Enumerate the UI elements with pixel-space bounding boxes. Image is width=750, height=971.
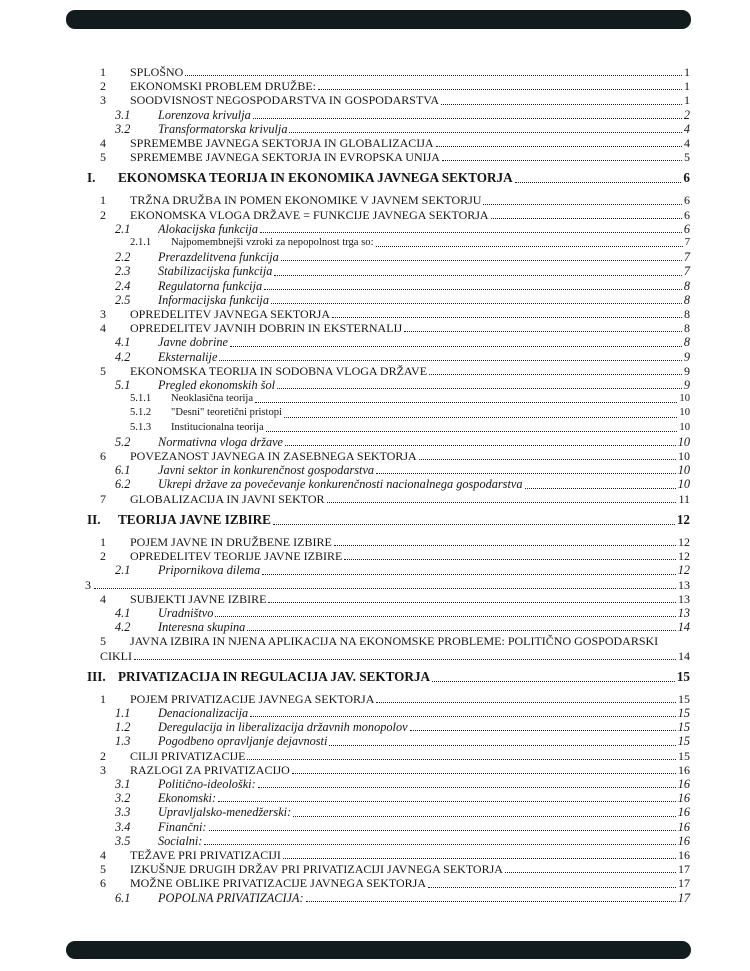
dot-leader xyxy=(285,444,676,446)
toc-entry-page: 15 xyxy=(678,691,690,706)
toc-entry-title: EKONOMSKA TEORIJA IN EKONOMIKA JAVNEGA SEKTORJA xyxy=(118,170,513,186)
toc-entry[interactable] xyxy=(0,592,690,606)
toc-entry-page: 15 xyxy=(677,720,690,735)
toc-entry-title: Regulatorna funkcija xyxy=(158,278,263,293)
toc-entry-title: TEŽAVE PRI PRIVATIZACIJI xyxy=(130,847,281,862)
toc-entry-number: 1.1 xyxy=(115,705,131,720)
dot-leader xyxy=(262,573,676,575)
toc-entry-title: Najpomembnejši vzroki za nepopolnost trga so: xyxy=(171,237,374,249)
toc-entry-number: 1.2 xyxy=(115,720,131,735)
dot-leader xyxy=(264,288,682,290)
toc-entry-number: 4.1 xyxy=(115,605,131,620)
toc-entry[interactable] xyxy=(0,93,690,107)
dot-leader xyxy=(515,181,682,183)
toc-entry-title: Socialni: xyxy=(158,833,203,848)
toc-entry-number: 6.1 xyxy=(115,463,131,478)
top-edge-bar xyxy=(66,10,691,29)
toc-entry[interactable] xyxy=(0,364,690,378)
dot-leader xyxy=(436,145,682,147)
toc-entry-page: 8 xyxy=(683,292,690,307)
dot-leader xyxy=(281,259,682,261)
toc-entry-title: SPLOŠNO xyxy=(130,65,184,79)
toc-entry-title: Javni sektor in konkurenčnost gospodarstva xyxy=(158,463,375,478)
toc-entry-title: Upravljalsko-menedžerski: xyxy=(158,805,292,820)
dot-leader xyxy=(284,416,677,418)
toc-entry-page: 14 xyxy=(677,620,690,635)
toc-entry-number: 6.2 xyxy=(115,477,131,492)
toc-entry-title: Lorenzova krivulja xyxy=(158,107,251,122)
toc-entry-number: 5 xyxy=(100,862,106,877)
dot-leader xyxy=(432,680,675,682)
dot-leader xyxy=(334,544,676,546)
toc-entry-number: 5.1.1 xyxy=(130,393,152,405)
toc-entry[interactable] xyxy=(0,79,690,93)
toc-entry-page: 8 xyxy=(684,321,690,336)
toc-entry-number: 6 xyxy=(100,449,106,464)
dot-leader xyxy=(376,245,683,247)
toc-entry-page: 10 xyxy=(679,407,690,419)
toc-entry[interactable] xyxy=(0,193,690,207)
toc-entry-title: OPREDELITEV JAVNIH DOBRIN IN EKSTERNALIJ xyxy=(130,321,403,336)
toc-entry-number: 3.2 xyxy=(115,121,131,136)
dot-leader xyxy=(273,523,675,525)
toc-section-heading[interactable] xyxy=(0,512,690,528)
dot-leader xyxy=(660,645,688,646)
toc-entry-title: Prerazdelitvena funkcija xyxy=(158,250,279,265)
toc-entry-number: II. xyxy=(87,511,101,527)
toc-entry-title: CILJI PRIVATIZACIJE xyxy=(130,748,246,763)
toc-entry-page: 10 xyxy=(677,434,690,449)
toc-entry[interactable] xyxy=(0,335,690,349)
toc-entry-title: Deregulacija in liberalizacija državnih monopolov xyxy=(158,720,408,735)
toc-entry-number: 2.3 xyxy=(115,264,131,279)
toc-entry-page: 17 xyxy=(677,890,690,905)
dot-leader xyxy=(247,758,676,760)
toc-entry-page: 6 xyxy=(684,193,690,208)
dot-leader xyxy=(327,501,677,503)
toc-entry-title: JAVNA IZBIRA IN NJENA APLIKACIJA NA EKONOMSKE PROBLEME: POLITIČNO GOSPODARSKI xyxy=(130,634,659,649)
dot-leader xyxy=(209,829,676,831)
toc-entry-page: 12 xyxy=(677,563,690,578)
toc-entry-number: 3.1 xyxy=(115,107,131,122)
toc-entry-page: 16 xyxy=(677,819,690,834)
toc-list xyxy=(0,65,750,905)
dot-leader xyxy=(277,387,682,389)
toc-entry-page: 7 xyxy=(683,264,690,279)
toc-entry-page: 6 xyxy=(683,221,690,236)
toc-entry-number: 5.1.3 xyxy=(130,421,152,433)
toc-entry-page: 16 xyxy=(677,805,690,820)
toc-entry-title: Javne dobrine xyxy=(158,335,228,350)
toc-entry-page: 1 xyxy=(684,65,690,79)
toc-entry-number: 4 xyxy=(100,136,106,151)
toc-entry[interactable] xyxy=(0,720,690,734)
toc-entry-title: Pogodbeno opravljanje dejavnosti xyxy=(158,734,328,749)
toc-entry-page: 15 xyxy=(677,705,690,720)
toc-entry-number: 3.1 xyxy=(115,776,131,791)
toc-entry-title: POVEZANOST JAVNEGA IN ZASEBNEGA SEKTORJA xyxy=(130,449,417,464)
toc-entry-number: 2 xyxy=(100,79,106,94)
dot-leader xyxy=(260,231,682,233)
toc-entry-title: TEORIJA JAVNE IZBIRE xyxy=(118,511,271,527)
toc-entry-number: 2.5 xyxy=(115,292,131,307)
toc-entry-title: Ukrepi države za povečevanje konkurenčnosti nacionalnega gospodarstva xyxy=(158,477,523,492)
toc-entry-page: 10 xyxy=(677,463,690,478)
toc-entry[interactable] xyxy=(0,634,690,648)
toc-entry-number: III. xyxy=(87,668,106,684)
toc-entry-title: MOŽNE OBLIKE PRIVATIZACIJE JAVNEGA SEKTORJA xyxy=(130,876,427,891)
dot-leader xyxy=(306,900,676,902)
toc-entry[interactable] xyxy=(0,805,690,819)
toc-entry-number: 6 xyxy=(100,876,106,891)
toc-entry-page: 8 xyxy=(683,278,690,293)
toc-entry-number: 5 xyxy=(100,363,106,378)
toc-entry-number: 3 xyxy=(100,307,106,322)
dot-leader xyxy=(185,74,682,76)
dot-leader xyxy=(218,800,676,802)
dot-leader xyxy=(253,117,682,119)
dot-leader xyxy=(419,458,676,460)
toc-entry-number: 4 xyxy=(100,591,106,606)
dot-leader xyxy=(94,587,676,589)
toc-entry-number: 4.1 xyxy=(115,335,131,350)
dot-leader xyxy=(429,373,682,375)
toc-entry-number: 5.2 xyxy=(115,434,131,449)
toc-entry-number: 5.1 xyxy=(115,378,131,393)
toc-entry-page: 6 xyxy=(683,170,690,186)
toc-entry-number: 2.1 xyxy=(115,563,131,578)
toc-entry-continuation[interactable] xyxy=(0,649,690,663)
toc-entry-number: 4 xyxy=(100,321,106,336)
toc-entry[interactable] xyxy=(0,891,690,905)
toc-entry-title: Denacionalizacija xyxy=(158,705,249,720)
toc-entry-page: 17 xyxy=(678,876,690,891)
dot-leader xyxy=(258,786,676,788)
toc-entry[interactable] xyxy=(0,477,690,491)
toc-entry-title: Neoklasična teorija xyxy=(171,393,254,405)
toc-entry-title: PRIVATIZACIJA IN REGULACIJA JAV. SEKTORJA xyxy=(118,668,431,684)
toc-entry-number: 2 xyxy=(100,549,106,564)
dot-leader xyxy=(442,159,682,161)
toc-entry-number: 1 xyxy=(100,193,106,208)
toc-entry-title: Pregled ekonomskih šol xyxy=(158,378,276,393)
toc-entry[interactable] xyxy=(0,463,690,477)
toc-entry-title: SPREMEMBE JAVNEGA SEKTORJA IN GLOBALIZACIJA xyxy=(130,136,434,151)
toc-entry-number: 2.1.1 xyxy=(130,237,152,249)
toc-entry-title: RAZLOGI ZA PRIVATIZACIJO xyxy=(130,762,290,777)
toc-entry-title: SPREMEMBE JAVNEGA SEKTORJA IN EVROPSKA UNIJA xyxy=(130,150,440,165)
toc-entry[interactable] xyxy=(0,578,690,592)
toc-entry-number: I. xyxy=(87,170,96,186)
toc-entry[interactable] xyxy=(0,421,690,435)
toc-entry-title: OPREDELITEV TEORIJE JAVNE IZBIRE xyxy=(130,549,343,564)
dot-leader xyxy=(250,715,676,717)
toc-entry[interactable] xyxy=(0,706,690,720)
toc-entry-number: 3 xyxy=(100,762,106,777)
toc-entry-title: OPREDELITEV JAVNEGA SEKTORJA xyxy=(130,307,331,322)
toc-entry-number: 5 xyxy=(100,634,106,649)
toc-entry-page: 7 xyxy=(684,237,690,249)
dot-leader xyxy=(376,472,676,474)
toc-entry-title: Normativna vloga države xyxy=(158,434,284,449)
toc-entry-number: 5 xyxy=(100,150,106,165)
toc-entry-number: 3 xyxy=(85,577,91,592)
toc-entry-title: POJEM JAVNE IN DRUŽBENE IZBIRE xyxy=(130,534,332,549)
toc-entry-number: 5.1.2 xyxy=(130,407,152,419)
toc-entry-number: 3.2 xyxy=(115,791,131,806)
toc-entry-title: Informacijska funkcija xyxy=(158,292,269,307)
toc-entry[interactable] xyxy=(0,777,690,791)
toc-entry-page: 10 xyxy=(679,393,690,405)
toc-entry-title: Transformatorska krivulja xyxy=(158,121,288,136)
toc-entry-title: Interesna skupina xyxy=(158,620,246,635)
toc-entry[interactable] xyxy=(0,763,690,777)
toc-section-heading[interactable] xyxy=(0,669,690,685)
toc-entry-title: CIKLI xyxy=(100,648,132,663)
toc-entry-number: 4.2 xyxy=(115,349,131,364)
toc-entry[interactable] xyxy=(0,293,690,307)
dot-leader xyxy=(283,857,676,859)
toc-entry[interactable] xyxy=(0,307,690,321)
toc-entry[interactable] xyxy=(0,563,690,577)
toc-entry[interactable] xyxy=(0,834,690,848)
dot-leader xyxy=(292,772,676,774)
toc-entry-title: Institucionalna teorija xyxy=(171,421,264,433)
toc-entry-number: 1.3 xyxy=(115,734,131,749)
toc-entry-title: Stabilizacijska funkcija xyxy=(158,264,273,279)
toc-entry[interactable] xyxy=(0,264,690,278)
toc-entry-page: 8 xyxy=(684,307,690,322)
toc-entry[interactable] xyxy=(0,535,690,549)
toc-entry-page: 16 xyxy=(677,791,690,806)
dot-leader xyxy=(332,316,682,318)
toc-entry[interactable] xyxy=(0,620,690,634)
toc-entry-title: EKONOMSKA TEORIJA IN SODOBNA VLOGA DRŽAVE xyxy=(130,363,428,378)
toc-entry[interactable] xyxy=(0,791,690,805)
dot-leader xyxy=(404,330,682,332)
toc-entry-title: Uradništvo xyxy=(158,605,214,620)
dot-leader xyxy=(344,558,676,560)
toc-entry[interactable] xyxy=(0,492,690,506)
toc-entry-page: 9 xyxy=(683,378,690,393)
toc-entry[interactable] xyxy=(0,122,690,136)
toc-entry[interactable] xyxy=(0,749,690,763)
dot-leader xyxy=(268,601,676,603)
dot-leader xyxy=(525,487,676,489)
toc-entry-title: Finančni: xyxy=(158,819,207,834)
toc-entry[interactable] xyxy=(0,692,690,706)
toc-entry[interactable] xyxy=(0,378,690,392)
toc-entry-number: 3.4 xyxy=(115,819,131,834)
toc-entry[interactable] xyxy=(0,150,690,164)
toc-entry[interactable] xyxy=(0,734,690,748)
toc-entry-page: 15 xyxy=(677,734,690,749)
toc-entry-page: 4 xyxy=(683,121,690,136)
toc-entry[interactable] xyxy=(0,208,690,222)
toc-entry-title: POPOLNA PRIVATIZACIJA: xyxy=(158,890,304,905)
toc-entry-page: 13 xyxy=(678,577,690,592)
toc-entry-title: Alokacijska funkcija xyxy=(158,221,259,236)
toc-entry-page: 1 xyxy=(684,93,690,108)
toc-entry-page: 16 xyxy=(678,762,690,777)
toc-entry-page: 9 xyxy=(683,349,690,364)
toc-entry[interactable] xyxy=(0,862,690,876)
toc-entry[interactable] xyxy=(0,136,690,150)
toc-entry[interactable] xyxy=(0,549,690,563)
toc-entry-title: IZKUŠNJE DRUGIH DRŽAV PRI PRIVATIZACIJI JAVNEGA SEKTORJA xyxy=(130,862,503,877)
toc-entry-title: Pripornikova dilema xyxy=(158,563,261,578)
toc-entry-title: "Desni" teoretični pristopi xyxy=(171,407,283,419)
toc-entry-page: 15 xyxy=(676,668,690,684)
toc-entry-number: 3 xyxy=(100,93,106,108)
toc-entry-page: 17 xyxy=(678,862,690,877)
toc-entry-title: GLOBALIZACIJA IN JAVNI SEKTOR xyxy=(130,491,325,506)
toc-entry-page: 8 xyxy=(683,335,690,350)
toc-entry-page: 12 xyxy=(678,534,690,549)
dot-leader xyxy=(266,430,678,432)
toc-entry-number: 2 xyxy=(100,748,106,763)
toc-entry-number: 4 xyxy=(100,847,106,862)
toc-entry-title: Politično-ideološki: xyxy=(158,776,256,791)
dot-leader xyxy=(219,359,681,361)
toc-entry[interactable] xyxy=(0,606,690,620)
toc-entry-page: 2 xyxy=(683,107,690,122)
toc-entry-number: 1 xyxy=(100,534,106,549)
toc-entry-title: SOODVISNOST NEGOSPODARSTVA IN GOSPODARSTVA xyxy=(130,93,440,108)
dot-leader xyxy=(376,701,676,703)
toc-entry[interactable] xyxy=(0,108,690,122)
toc-entry-title: POJEM PRIVATIZACIJE JAVNEGA SEKTORJA xyxy=(130,691,375,706)
toc-entry-page: 4 xyxy=(684,136,690,151)
toc-entry[interactable] xyxy=(0,876,690,890)
dot-leader xyxy=(428,886,676,888)
toc-entry-number: 1 xyxy=(100,691,106,706)
toc-entry[interactable] xyxy=(0,392,690,406)
dot-leader xyxy=(293,815,676,817)
toc-entry-page: 14 xyxy=(678,648,690,663)
toc-entry-page: 11 xyxy=(678,491,690,506)
dot-leader xyxy=(134,658,676,660)
toc-entry-title: Eksternalije xyxy=(158,349,218,364)
dot-leader xyxy=(318,88,682,90)
dot-leader xyxy=(230,345,682,347)
toc-entry-page: 7 xyxy=(683,250,690,265)
dot-leader xyxy=(329,744,675,746)
toc-section-heading[interactable] xyxy=(0,170,690,186)
toc-entry-title: EKONOMSKI PROBLEM DRUŽBE: xyxy=(130,79,317,94)
toc-entry[interactable] xyxy=(0,350,690,364)
toc-entry-number: 2.1 xyxy=(115,221,131,236)
dot-leader xyxy=(410,729,676,731)
toc-entry-page: 13 xyxy=(677,605,690,620)
dot-leader xyxy=(215,615,675,617)
toc-entry-page: 9 xyxy=(684,363,690,378)
toc-entry[interactable] xyxy=(0,820,690,834)
dot-leader xyxy=(255,401,677,403)
toc-entry[interactable] xyxy=(0,250,690,264)
toc-entry-number: 3.3 xyxy=(115,805,131,820)
toc-entry-page: 10 xyxy=(679,421,690,433)
toc-entry-number: 2.4 xyxy=(115,278,131,293)
toc-entry[interactable] xyxy=(0,236,690,250)
dot-leader xyxy=(505,871,676,873)
toc-entry-title: TRŽNA DRUŽBA IN POMEN EKONOMIKE V JAVNEM SEKTORJU xyxy=(130,193,482,208)
toc-entry-page: 6 xyxy=(684,207,690,222)
toc-entry[interactable] xyxy=(0,406,690,420)
toc-entry[interactable] xyxy=(0,321,690,335)
dot-leader xyxy=(289,131,681,133)
toc-entry-number: 7 xyxy=(100,491,106,506)
dot-leader xyxy=(491,217,682,219)
toc-entry-page: 13 xyxy=(678,591,690,606)
toc-entry[interactable] xyxy=(0,435,690,449)
toc-entry-page: 5 xyxy=(684,150,690,165)
dot-leader xyxy=(271,302,682,304)
toc-entry-title: SUBJEKTI JAVNE IZBIRE xyxy=(130,591,267,606)
dot-leader xyxy=(441,103,682,105)
toc-entry[interactable] xyxy=(0,279,690,293)
dot-leader xyxy=(274,274,681,276)
toc-entry-page: 15 xyxy=(678,748,690,763)
toc-entry-number: 2 xyxy=(100,207,106,222)
toc-entry-number: 6.1 xyxy=(115,890,131,905)
toc-entry-number: 2.2 xyxy=(115,250,131,265)
toc-entry-title: EKONOMSKA VLOGA DRŽAVE = FUNKCIJE JAVNEGA SEKTORJA xyxy=(130,207,489,222)
toc-entry-page: 16 xyxy=(678,847,690,862)
toc-entry-page: 16 xyxy=(677,776,690,791)
toc-entry[interactable] xyxy=(0,222,690,236)
toc-entry-number: 1 xyxy=(100,65,106,79)
dot-leader xyxy=(247,629,675,631)
toc-entry[interactable] xyxy=(0,65,690,79)
dot-leader xyxy=(483,203,682,205)
toc-entry-page: 16 xyxy=(677,833,690,848)
bottom-edge-bar xyxy=(66,941,691,959)
toc-entry-number: 3.5 xyxy=(115,833,131,848)
toc-entry-page: 10 xyxy=(677,477,690,492)
toc-entry-title: Ekonomski: xyxy=(158,791,217,806)
toc-entry-page: 1 xyxy=(684,79,690,94)
toc-entry[interactable] xyxy=(0,848,690,862)
toc-entry-page: 10 xyxy=(678,449,690,464)
toc-entry[interactable] xyxy=(0,449,690,463)
toc-entry-page: 12 xyxy=(678,549,690,564)
dot-leader xyxy=(204,843,675,845)
toc-entry-page: 12 xyxy=(676,511,690,527)
toc-entry-number: 4.2 xyxy=(115,620,131,635)
